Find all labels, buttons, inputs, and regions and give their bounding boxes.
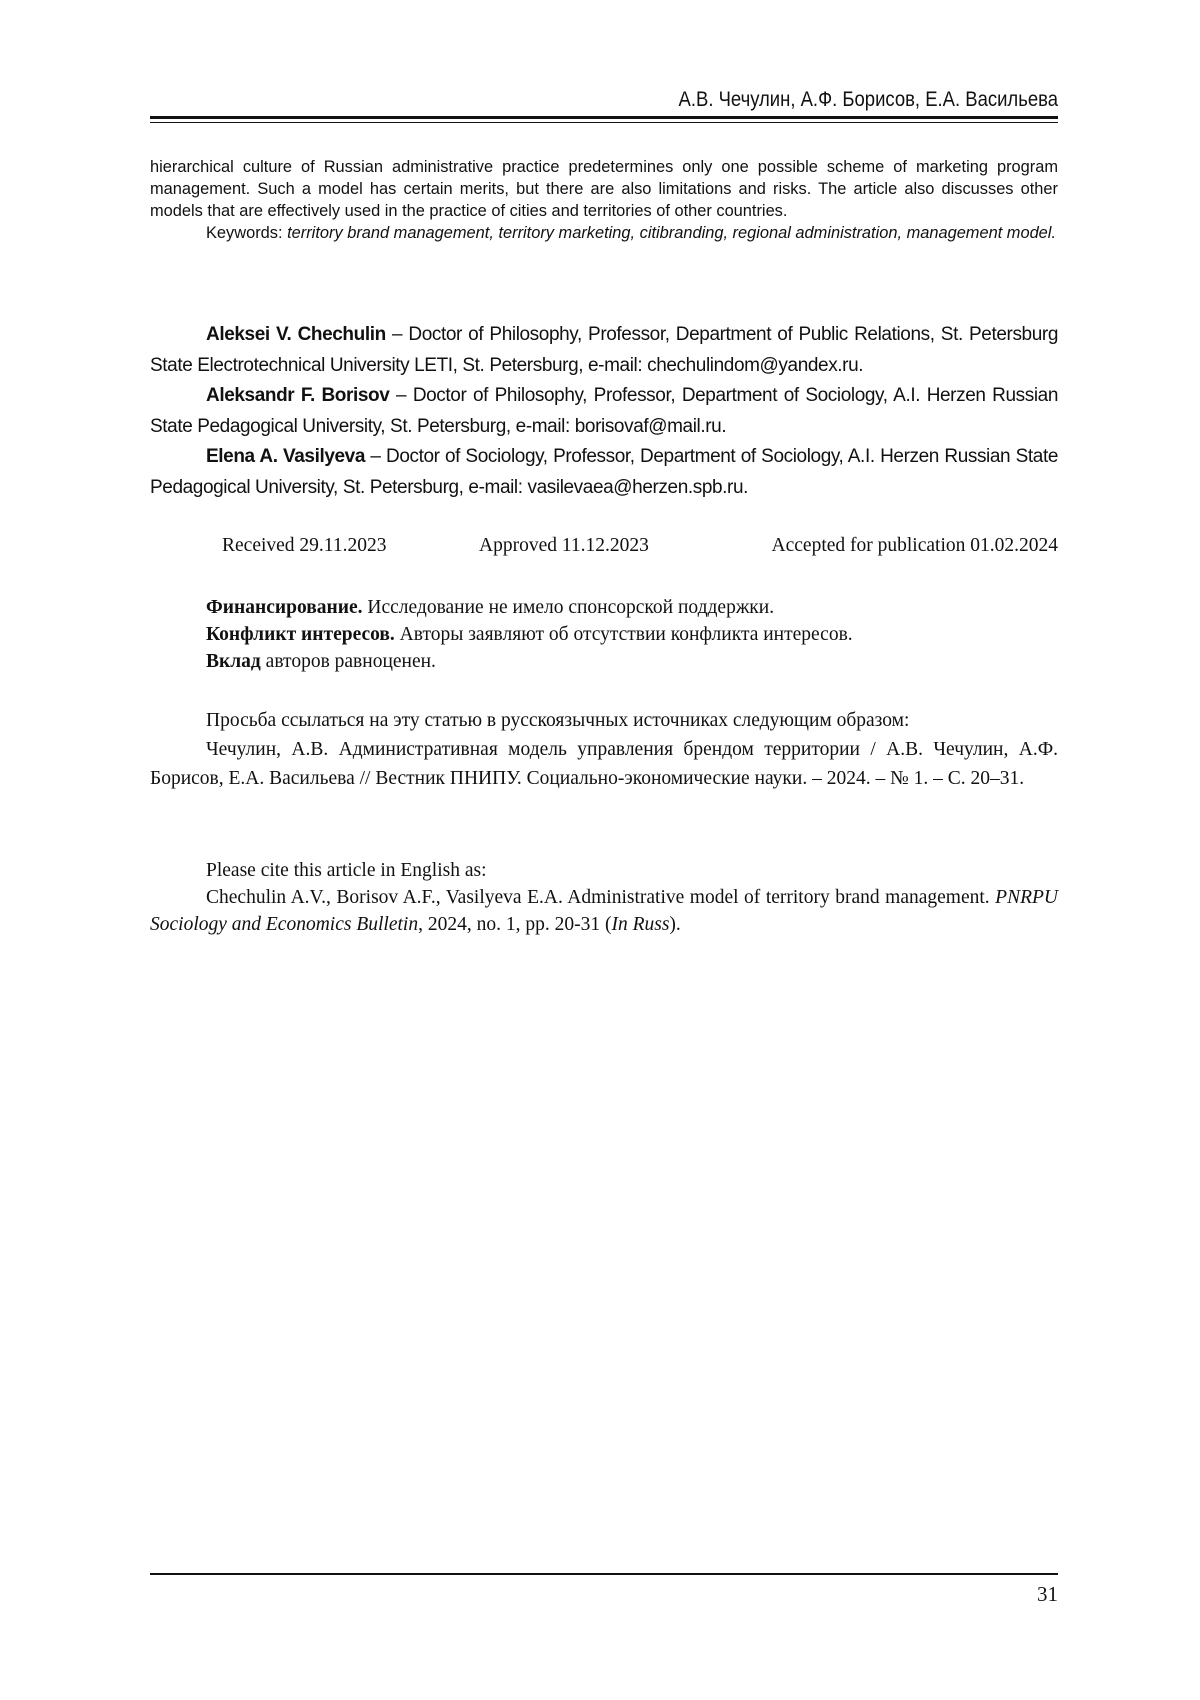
- page-number: 31: [1037, 1582, 1058, 1606]
- citation-ru-text: Чечулин, А.В. Административная модель управления брендом территории / А.В. Чечулин, А.Ф. Борисов, Е.А. Васильева // Вестник ПНИПУ. Социально-экономические науки. – 2024. – № 1. – С. 20–31.: [150, 739, 1058, 789]
- author-entry: [150, 381, 1058, 442]
- citation-en-text: [150, 884, 1058, 938]
- keywords-line: [150, 222, 1058, 244]
- conflict-note: [150, 621, 1058, 648]
- citation-en-intro: Please cite this article in English as:: [206, 860, 487, 881]
- author-entry: [150, 320, 1058, 381]
- contribution-note: [150, 648, 1058, 675]
- author-name: Elena A. Vasilyeva: [206, 446, 365, 467]
- keywords-label: Keywords:: [206, 224, 283, 242]
- conflict-label: Конфликт интересов.: [206, 624, 395, 645]
- citation-en-language: In Russ: [611, 914, 670, 935]
- author-details: – Doctor of Sociology, Professor, Department of Sociology, A.I. Herzen Russian State Pedagogical University, St. Petersburg, e-mail: vasilevaea@herzen.spb.ru.: [150, 446, 1058, 498]
- author-info: [150, 320, 1058, 503]
- conflict-text: Авторы заявляют об отсутствии конфликта интересов.: [394, 624, 853, 645]
- author-entry: [150, 442, 1058, 503]
- citation-ru-intro: Просьба ссылаться на эту статью в русскоязычных источниках следующим образом:: [206, 710, 910, 731]
- footer-rule: [150, 1573, 1058, 1575]
- author-name: Aleksei V. Chechulin: [206, 324, 386, 345]
- author-name: Aleksandr F. Borisov: [206, 385, 390, 406]
- received-date: Received 29.11.2023: [222, 535, 387, 556]
- citation-en-authors-title: Chechulin A.V., Borisov A.F., Vasilyeva E.A. Administrative model of territory brand management.: [206, 887, 996, 908]
- contribution-label: Вклад: [206, 651, 261, 672]
- approved-date: Approved 11.12.2023: [479, 535, 649, 556]
- publication-dates: [150, 535, 1058, 563]
- abstract-text: hierarchical culture of Russian administrative practice predetermines only one possible scheme of marketing program management. Such a model has certain merits, but there are also limitations and risks. The article also discusses other models that are effectively used in the practice of cities and territories of other countries.: [150, 158, 1058, 220]
- author-details: – Doctor of Philosophy, Professor, Department of Sociology, A.I. Herzen Russian State Pedagogical University, St. Petersburg, e-mail: borisovaf@mail.ru.: [150, 385, 1059, 437]
- contribution-text: авторов равноценен.: [260, 651, 436, 672]
- author-details: – Doctor of Philosophy, Professor, Department of Public Relations, St. Petersburg State Electrotechnical University LETI, St. Petersburg, e-mail: chechulindom@yandex.ru.: [150, 324, 1058, 376]
- citation-en-issue: , 2024, no. 1, pp. 20-31 (: [418, 914, 612, 935]
- funding-note: [150, 594, 1058, 621]
- citation-en-close: ).: [669, 914, 681, 935]
- citation-russian: [150, 706, 1058, 793]
- keywords-value: territory brand management, territory marketing, citibranding, regional administration, management model.: [287, 224, 1056, 242]
- abstract-continuation: [150, 156, 1058, 244]
- citation-english: [150, 857, 1058, 938]
- header-rule-thick: [150, 116, 1058, 119]
- header-rule-thin: [150, 122, 1058, 123]
- funding-text: Исследование не имело спонсорской поддержки.: [362, 597, 775, 618]
- funding-notes: [150, 594, 1058, 675]
- funding-label: Финансирование.: [206, 597, 363, 618]
- accepted-date: Accepted for publication 01.02.2024: [771, 535, 1058, 556]
- running-head-authors: А.В. Чечулин, А.Ф. Борисов, Е.А. Васильева: [678, 88, 1058, 111]
- citation-en-journal: PNRPU Sociology and Economics Bulletin: [150, 887, 1058, 935]
